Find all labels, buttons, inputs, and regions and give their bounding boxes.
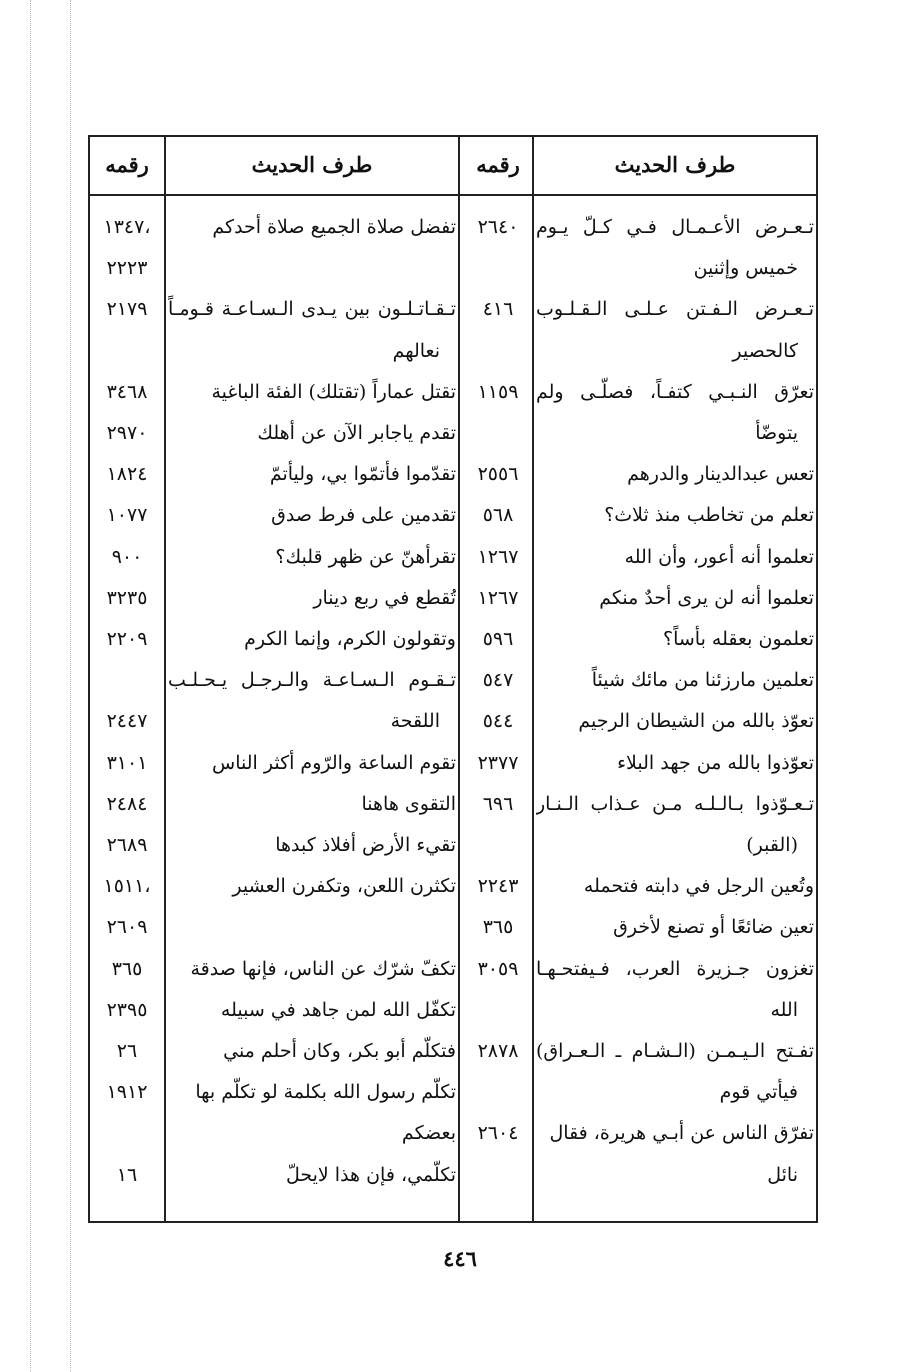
hadith-phrase: تعرّق النـبـي كتفـاً، فصلّـى ولم: [536, 381, 814, 403]
hadith-number: ١٥١١،: [103, 875, 151, 897]
hadith-number: ٥٩٦: [482, 628, 514, 650]
hadith-number: ٢٣٩٥: [106, 999, 148, 1021]
hadith-number: ٢٦: [116, 1040, 138, 1062]
hadith-number: ٢٦٨٩: [106, 834, 148, 856]
hadith-phrase: تعلموا أنه لن يرى أحدٌ منكم: [599, 587, 814, 609]
hadith-number: ٢٨٧٨: [477, 1040, 519, 1062]
hadith-number: ٦٩٦: [482, 793, 514, 815]
hadith-number: [462, 825, 534, 865]
hadith-number: ٢٤٤٧: [106, 710, 148, 732]
hadith-phrase: تقرأهنّ عن ظهر قلبك؟: [275, 546, 456, 568]
hadith-number: ١١٥٩: [477, 381, 519, 403]
hadith-phrase: تقتل عماراً (تقتلك) الفئة الباغية: [211, 381, 456, 403]
hadith-number: ٢٣٧٧: [477, 752, 519, 774]
hadith-phrase: الله: [770, 999, 798, 1021]
hadith-number: ٣٤٦٨: [106, 381, 148, 403]
hadith-phrase: تعوّذ بالله من الشيطان الرجيم: [578, 710, 814, 732]
hadith-number: [90, 1113, 164, 1153]
hadith-number: [462, 1155, 534, 1195]
scan-margin-dots-left: [30, 0, 32, 1372]
hadith-number: ١٩١٢: [106, 1081, 148, 1103]
hadith-number: ١٨٢٤: [106, 463, 148, 485]
hadith-phrase: تكلّم رسول الله بكلمة لو تكلّم بها: [195, 1081, 456, 1103]
hadith-phrase: نعالهم: [392, 340, 440, 362]
hadith-number: ٣٢٣٥: [106, 587, 148, 609]
hadith-number: [90, 660, 164, 700]
hadith-phrase: فيأتي قوم: [719, 1081, 798, 1103]
hadith-phrase: نائل: [767, 1164, 798, 1186]
hadith-phrase: تكفّ شرّك عن الناس، فإنها صدقة: [190, 958, 456, 980]
hadith-phrase: تـعـرض الأعـمـال فـي كـلّ يـوم: [536, 216, 814, 238]
hadith-number: [462, 990, 534, 1030]
hadith-phrase: تكلّمي، فإن هذا لايحلّ: [285, 1164, 456, 1186]
hadith-number: ٩٠٠: [111, 546, 143, 568]
hadith-number: [462, 1072, 534, 1112]
hadith-phrase: تـقـاتـلـون بين يـدى الـسـاعـة قـومـاً: [168, 298, 456, 320]
hadith-number: ٣٦٥: [111, 958, 143, 980]
hadith-number: ٢١٧٩: [106, 298, 148, 320]
hadith-phrase: تغزون جـزيرة العرب، فـيفتحـهـا: [536, 958, 814, 980]
hadith-number: ٢٤٨٤: [106, 793, 148, 815]
scan-margin-dots-left-2: [70, 0, 72, 1372]
column-divider: [458, 135, 460, 1223]
hadith-phrase: وتُعين الرجل في دابته فتحمله: [583, 875, 814, 897]
hadith-number: [462, 331, 534, 371]
hadith-number: ١٣٤٧،: [103, 216, 151, 238]
hadith-number: ٢٢٠٩: [106, 628, 148, 650]
hadith-phrase: التقوى هاهنا: [361, 793, 456, 815]
hadith-number: ٢٩٧٠: [106, 422, 148, 444]
hadith-number: ٥٦٨: [482, 504, 514, 526]
page-number: ٤٤٦: [443, 1246, 477, 1271]
hadith-phrase: تكثرن اللعن، وتكفرن العشير: [232, 875, 456, 897]
hadith-phrase: تعلمون بعقله بأساً؟: [663, 628, 814, 650]
hadith-phrase: تعلمين مارزئنا من مائك شيئاً: [591, 669, 814, 691]
hadith-number: ٢٥٥٦: [477, 463, 519, 485]
hadith-phrase: كالحصير: [732, 340, 798, 362]
hadith-number: ٣٦٥: [482, 916, 514, 938]
hadith-phrase: وتقولون الكرم، وإنما الكرم: [244, 628, 456, 650]
hadith-phrase: تـقـوم الـسـاعـة والـرجـل يـحـلـب: [168, 669, 456, 691]
hadith-number: ١٢٦٧: [477, 546, 519, 568]
hadith-phrase: تقدّموا فأتمّوا بي، وليأتمّ: [269, 463, 456, 485]
hadith-phrase: تفضل صلاة الجميع صلاة أحدكم: [212, 216, 456, 238]
hadith-phrase: تعوّذوا بالله من جهد البلاء: [617, 752, 814, 774]
hadith-phrase: (القبر): [746, 834, 798, 856]
hadith-phrase: تفرّق الناس عن أبـي هريرة، فقال: [549, 1122, 814, 1144]
header-number-right: رقمه: [476, 152, 520, 177]
hadith-number: ١٦: [116, 1164, 138, 1186]
hadith-number: ٣٠٥٩: [477, 958, 519, 980]
hadith-phrase: تـعـرض الـفـتن عـلـى الـقـلـوب: [536, 298, 814, 320]
hadith-number: [90, 331, 164, 371]
hadith-phrase: [168, 248, 456, 288]
hadith-phrase: تعس عبدالدينار والدرهم: [627, 463, 814, 485]
hadith-number: ٥٤٧: [482, 669, 514, 691]
hadith-phrase: تقدمين على فرط صدق: [271, 504, 456, 526]
hadith-phrase: تُقطع في ربع دينار: [313, 587, 456, 609]
hadith-phrase: تعلموا أنه أعور، وأن الله: [624, 546, 814, 568]
hadith-number: ٣١٠١: [106, 752, 148, 774]
hadith-phrase: خميس وإثنين: [693, 257, 798, 279]
hadith-number: [462, 248, 534, 288]
hadith-phrase: اللقحة: [390, 710, 440, 732]
hadith-number: ٢٢٤٣: [477, 875, 519, 897]
hadith-phrase: تكفّل الله لمن جاهد في سبيله: [220, 999, 456, 1021]
hadith-phrase: تـعـوّذوا بـالـلـه مـن عـذاب الـنـار: [536, 793, 814, 815]
hadith-number: ٤١٦: [482, 298, 514, 320]
hadith-phrase: فتكلّم أبو بكر، وكان أحلم مني: [223, 1040, 456, 1062]
hadith-number: ٢٦٤٠: [477, 216, 519, 238]
hadith-phrase: تفـتح الـيـمـن (الـشـام ـ الـعـراق): [536, 1040, 814, 1062]
hadith-number: ٢٦٠٤: [477, 1122, 519, 1144]
column-divider: [164, 135, 166, 1223]
hadith-phrase: تعين ضائعًا أو تصنع لأخرق: [613, 916, 814, 938]
header-divider: [88, 194, 818, 196]
hadith-number: ١٠٧٧: [106, 504, 148, 526]
header-phrase-right: طرف الحديث: [614, 152, 736, 177]
hadith-number: ١٢٦٧: [477, 587, 519, 609]
hadith-phrase: تقوم الساعة والرّوم أكثر الناس: [212, 752, 456, 774]
hadith-phrase: [168, 907, 456, 947]
hadith-phrase: تقيء الأرض أفلاذ كبدها: [275, 834, 456, 856]
hadith-phrase: تعلم من تخاطب منذ ثلاث؟: [604, 504, 814, 526]
hadith-number: [462, 413, 534, 453]
hadith-number: ٥٤٤: [482, 710, 514, 732]
hadith-phrase: تقدم ياجابر الآن عن أهلك: [257, 422, 456, 444]
header-phrase-left: طرف الحديث: [251, 152, 373, 177]
hadith-phrase: بعضكم: [401, 1122, 456, 1144]
hadith-number: ٢٢٢٣: [106, 257, 148, 279]
header-number-left: رقمه: [105, 152, 149, 177]
hadith-phrase: يتوضّأ: [755, 422, 798, 444]
hadith-number: ٢٦٠٩: [106, 916, 148, 938]
